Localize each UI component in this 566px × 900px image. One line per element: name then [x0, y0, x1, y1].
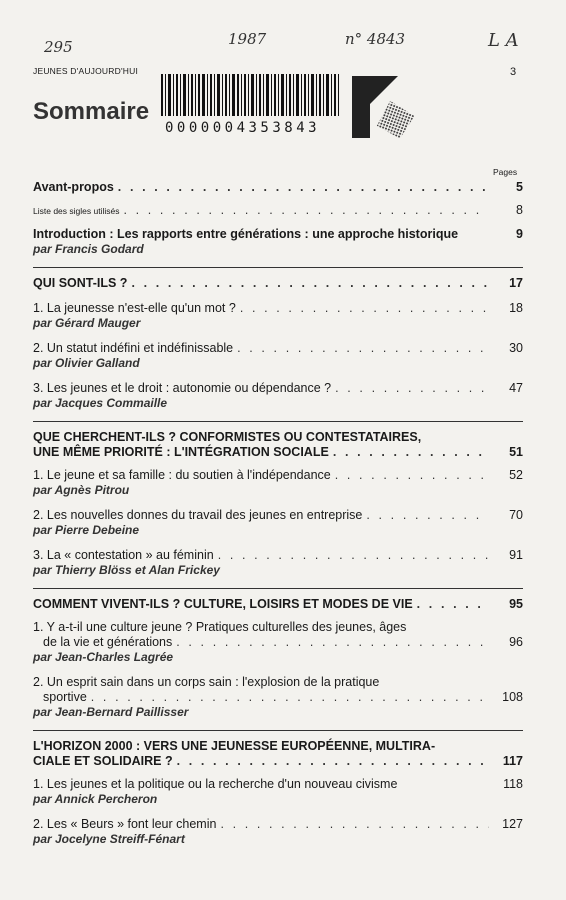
toc-author: par Annick Percheron: [33, 792, 158, 806]
toc-part-1: QUI SONT-ILS ? . . . 17: [33, 276, 523, 291]
handwritten-ref: n° 4843: [345, 30, 406, 48]
toc-entry: 1. La jeunesse n'est-elle qu'un mot ? . . . 18: [33, 301, 523, 316]
barcode-number: 0000004353843: [165, 120, 321, 136]
page-title: Sommaire: [33, 98, 150, 125]
toc-author: par Jocelyne Streiff-Fénart: [33, 832, 185, 846]
toc-author: par Pierre Debeine: [33, 523, 140, 537]
toc-entry: 3. La « contestation » au féminin . . . 91: [33, 548, 523, 563]
pages-column-label: Pages: [493, 167, 518, 177]
toc-part-2-title: QUE CHERCHENT-ILS ? CONFORMISTES OU CONTESTATAIRES,: [33, 430, 422, 444]
toc-entry: 2. Les « Beurs » font leur chemin . . . 127: [33, 817, 523, 832]
toc-entry: 1. Les jeunes et la politique ou la recherche d'un nouveau civisme 118: [33, 777, 523, 791]
toc-entry: sportive . . . 108: [33, 690, 523, 705]
handwritten-year: 1987: [228, 30, 267, 48]
toc-entry-introduction: Introduction : Les rapports entre générations : une approche historique 9: [33, 227, 523, 241]
toc-author: par Francis Godard: [33, 242, 144, 256]
handwritten-corner: L A: [488, 30, 519, 51]
toc-part-4: CIALE ET SOLIDAIRE ? . . . 117: [33, 754, 523, 769]
toc-entry-line: 1. Y a-t-il une culture jeune ? Pratiques culturelles des jeunes, âges: [33, 620, 407, 634]
toc-entry-line: 2. Un esprit sain dans un corps sain : l'explosion de la pratique: [33, 675, 380, 689]
toc-entry: 2. Un statut indéfini et indéfinissable . . . 30: [33, 341, 523, 356]
toc-author: par Gérard Mauger: [33, 316, 141, 330]
toc-entry-avant-propos: Avant-propos . . . 5: [33, 180, 523, 195]
page-number: 3: [510, 66, 517, 78]
toc-author: par Jean-Bernard Paillisser: [33, 705, 189, 719]
toc-author: par Jean-Charles Lagrée: [33, 650, 174, 664]
toc-entry: de la vie et générations . . . 96: [33, 635, 523, 650]
toc-author: par Olivier Galland: [33, 356, 140, 370]
toc-entry: 3. Les jeunes et le droit : autonomie ou dépendance ? . . . 47: [33, 381, 523, 396]
library-logo-icon: [352, 76, 414, 138]
toc-author: par Agnès Pitrou: [33, 483, 130, 497]
series-title: JEUNES D'AUJOURD'HUI: [33, 66, 139, 76]
toc-part-2: UNE MÊME PRIORITÉ : L'INTÉGRATION SOCIALE . . . 51: [33, 445, 523, 460]
toc-entry-sigles: Liste des sigles utilisés . . . 8: [33, 203, 523, 219]
toc-part-3: COMMENT VIVENT-ILS ? CULTURE, LOISIRS ET MODES DE VIE . . . 95: [33, 597, 523, 612]
handwritten-number: 295: [44, 38, 73, 56]
toc-author: par Thierry Blöss et Alan Frickey: [33, 563, 220, 577]
toc-author: par Jacques Commaille: [33, 396, 168, 410]
table-of-contents: [33, 180, 523, 847]
toc-entry: 2. Les nouvelles donnes du travail des jeunes en entreprise . . . 70: [33, 508, 523, 523]
toc-part-4-title: L'HORIZON 2000 : VERS UNE JEUNESSE EUROPÉENNE, MULTIRA-: [33, 739, 436, 753]
toc-entry: 1. Le jeune et sa famille : du soutien à l'indépendance . . . 52: [33, 468, 523, 483]
